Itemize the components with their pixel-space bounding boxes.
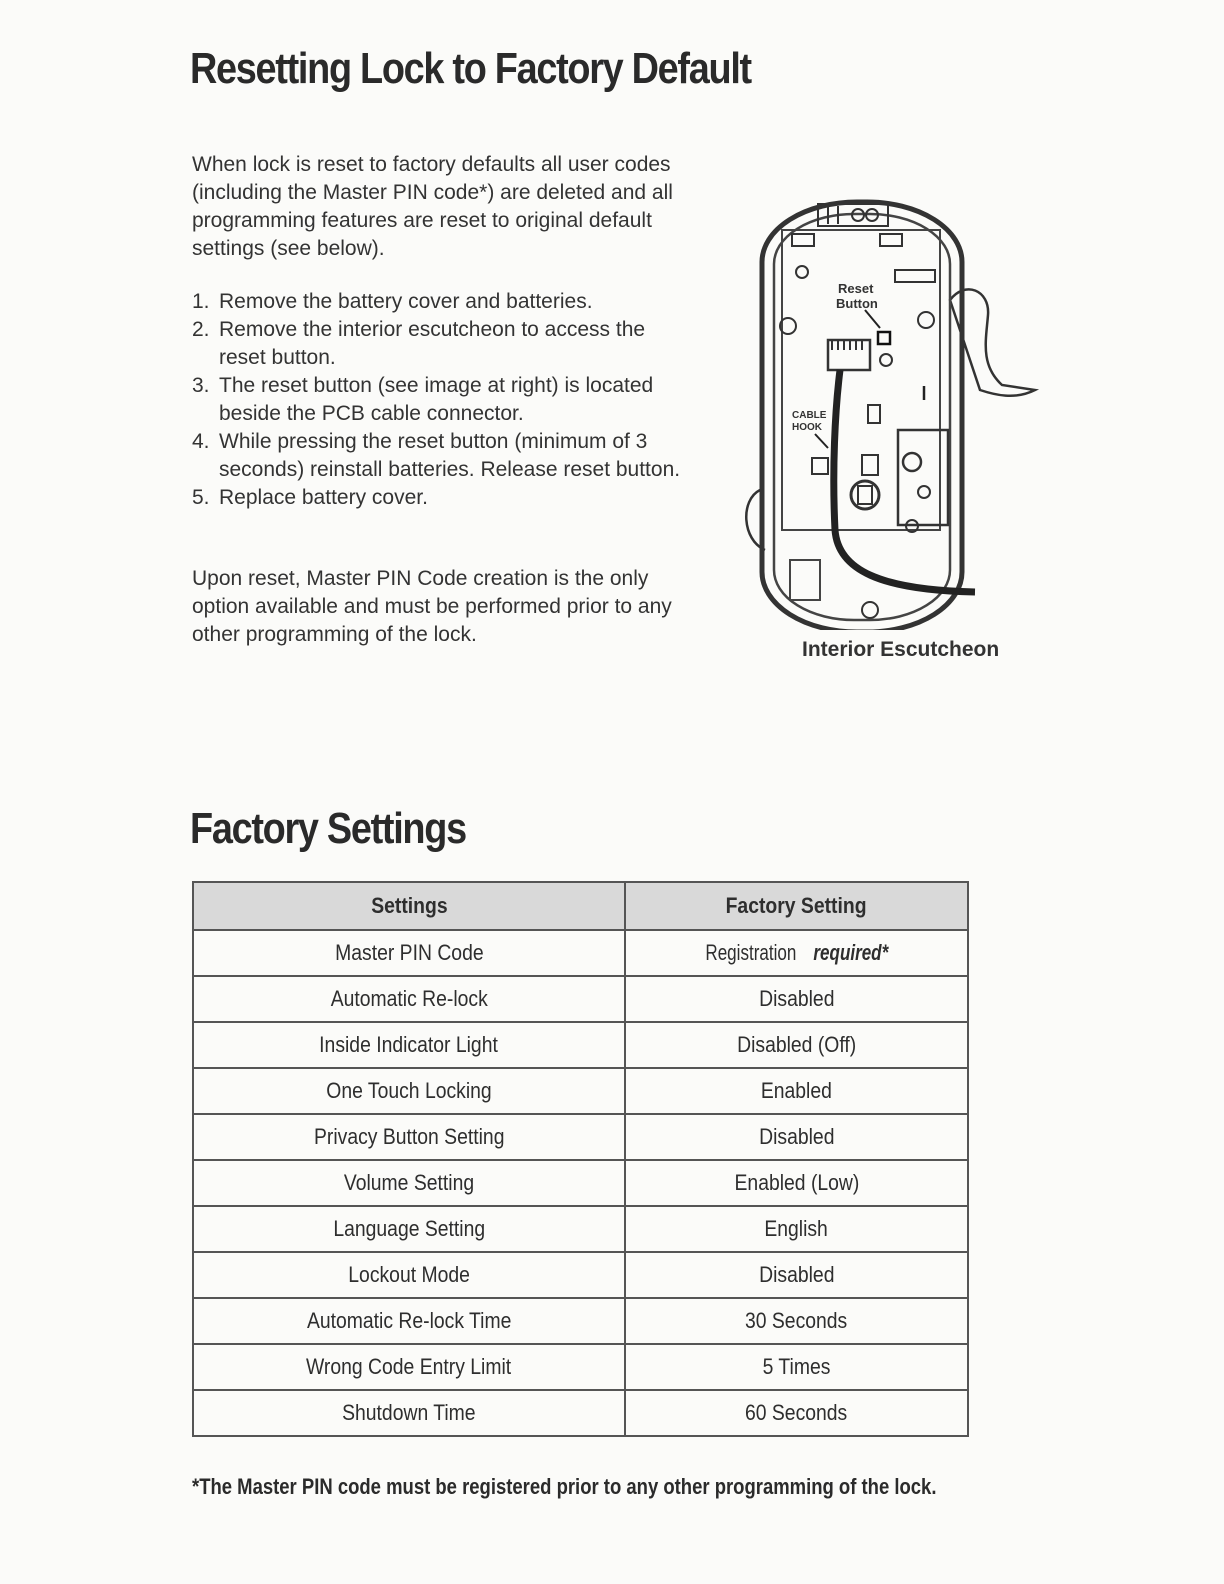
section-title-factory-settings: Factory Settings bbox=[190, 804, 466, 853]
step-text: Remove the interior escutcheon to access the reset button. bbox=[219, 318, 646, 369]
setting-name: Wrong Code Entry Limit bbox=[193, 1344, 625, 1390]
required-emphasis: required* bbox=[813, 940, 889, 965]
setting-name: Automatic Re-lock bbox=[193, 976, 625, 1022]
table-row bbox=[193, 1298, 968, 1344]
reset-label-line-1: Reset bbox=[838, 281, 874, 296]
setting-value: Enabled bbox=[625, 1068, 968, 1114]
cable-label-line-1: CABLE bbox=[792, 410, 827, 421]
section-title-reset: Resetting Lock to Factory Default bbox=[190, 44, 751, 93]
setting-value: Enabled (Low) bbox=[625, 1160, 968, 1206]
reset-steps-list bbox=[192, 288, 692, 512]
setting-name: Inside Indicator Light bbox=[193, 1022, 625, 1068]
table-row bbox=[193, 1252, 968, 1298]
setting-name: Shutdown Time bbox=[193, 1390, 625, 1436]
table-row bbox=[193, 976, 968, 1022]
setting-value: 60 Seconds bbox=[625, 1390, 968, 1436]
table-header-row bbox=[193, 882, 968, 930]
list-item bbox=[192, 428, 692, 484]
setting-value: Disabled bbox=[625, 1114, 968, 1160]
setting-value: Disabled (Off) bbox=[625, 1022, 968, 1068]
step-text: Replace battery cover. bbox=[219, 486, 428, 509]
step-number: 5. bbox=[192, 486, 210, 509]
table-row bbox=[193, 1022, 968, 1068]
table-row bbox=[193, 1344, 968, 1390]
setting-value: Disabled bbox=[625, 976, 968, 1022]
list-item bbox=[192, 372, 692, 428]
step-number: 3. bbox=[192, 374, 210, 397]
footnote: *The Master PIN code must be registered prior to any other programming of the lock. bbox=[192, 1474, 937, 1499]
intro-paragraph: When lock is reset to factory defaults all user codes (including the Master PIN code*) are deleted and all programming features are reset to original default settings (see below). bbox=[192, 153, 673, 260]
setting-value: 5 Times bbox=[625, 1344, 968, 1390]
setting-name: Privacy Button Setting bbox=[193, 1114, 625, 1160]
figure-caption: Interior Escutcheon bbox=[802, 638, 1000, 661]
list-item bbox=[192, 316, 692, 372]
setting-name: Master PIN Code bbox=[193, 930, 625, 976]
step-number: 2. bbox=[192, 318, 210, 341]
table-row bbox=[193, 930, 968, 976]
table-row bbox=[193, 1114, 968, 1160]
table-row bbox=[193, 1068, 968, 1114]
setting-value: English bbox=[625, 1206, 968, 1252]
setting-name: Automatic Re-lock Time bbox=[193, 1298, 625, 1344]
table-row bbox=[193, 1390, 968, 1436]
cable-label-line-2: HOOK bbox=[792, 422, 822, 433]
column-header-settings: Settings bbox=[193, 882, 625, 930]
setting-name: Language Setting bbox=[193, 1206, 625, 1252]
setting-name: Volume Setting bbox=[193, 1160, 625, 1206]
step-number: 4. bbox=[192, 430, 210, 453]
setting-name: One Touch Locking bbox=[193, 1068, 625, 1114]
step-text: The reset button (see image at right) is located beside the PCB cable connector. bbox=[219, 374, 654, 425]
setting-value: Disabled bbox=[625, 1252, 968, 1298]
reset-label-line-2: Button bbox=[836, 296, 878, 311]
table-row bbox=[193, 1206, 968, 1252]
factory-settings-table bbox=[192, 881, 969, 1437]
list-item bbox=[192, 484, 692, 512]
setting-name: Lockout Mode bbox=[193, 1252, 625, 1298]
reset-note-paragraph: Upon reset, Master PIN Code creation is the only option available and must be performed prior to any other programming of the lock. bbox=[192, 567, 672, 646]
table-row bbox=[193, 1160, 968, 1206]
interior-escutcheon-illustration bbox=[740, 190, 1040, 630]
step-text: Remove the battery cover and batteries. bbox=[219, 290, 593, 313]
step-number: 1. bbox=[192, 290, 210, 313]
column-header-factory-setting: Factory Setting bbox=[625, 882, 968, 930]
list-item bbox=[192, 288, 692, 316]
step-text: While pressing the reset button (minimum of 3 seconds) reinstall batteries. Release reset button. bbox=[219, 430, 681, 481]
setting-value: 30 Seconds bbox=[625, 1298, 968, 1344]
setting-value: Registration required* bbox=[625, 930, 968, 976]
